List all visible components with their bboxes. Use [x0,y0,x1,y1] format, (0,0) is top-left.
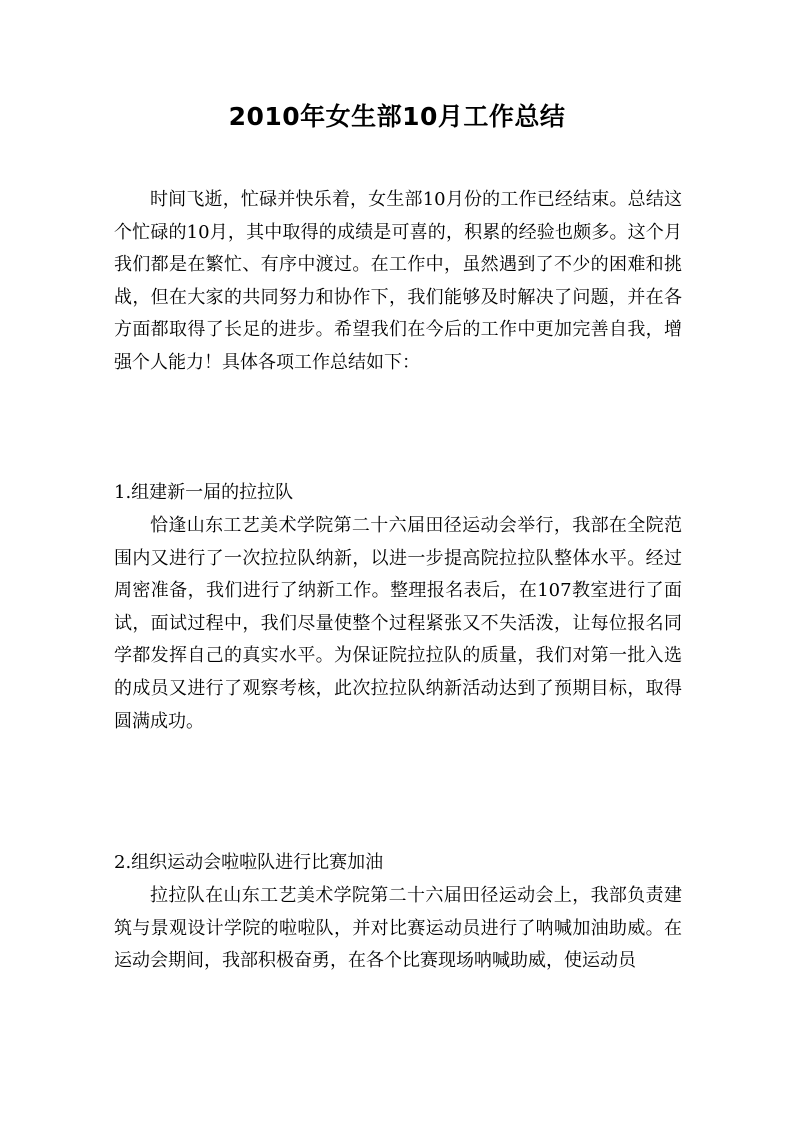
intro-paragraph: 时间飞逝，忙碌并快乐着，女生部10月份的工作已经结束。总结这个忙碌的10月，其中取得的成绩是可喜的，积累的经验也颇多。这个月我们都是在繁忙、有序中渡过。在工作中，虽然遇到了不少的困难和挑战，但在大家的共同努力和协作下，我们能够及时解决了问题，并在各方面都取得了长足的进步。希望我们在今后的工作中更加完善自我，增强个人能力！具体各项工作总结如下： [114,189,682,373]
section-2-paragraph: 拉拉队在山东工艺美术学院第二十六届田径运动会上，我部负责建筑与景观设计学院的啦啦队，并对比赛运动员进行了呐喊加油助威。在运动会期间，我部积极奋勇，在各个比赛现场呐喊助威，使运动员 [114,885,682,972]
section-1-heading: 1.组建新一届的拉拉队 [114,482,294,503]
section-2 [114,880,682,978]
section-1-paragraph: 恰逢山东工艺美术学院第二十六届田径运动会举行，我部在全院范围内又进行了一次拉拉队纳新，以进一步提高院拉拉队整体水平。经过周密准备，我们进行了纳新工作。整理报名表后，在107教室进行了面试，面试过程中，我们尽量使整个过程紧张又不失活泼，让每位报名同学都发挥自己的真实水平。为保证院拉拉队的质量，我们对第一批入选的成员又进行了观察考核，此次拉拉队纳新活动达到了预期目标，取得圆满成功。 [114,515,682,732]
document-title: 2010年女生部10月工作总结 [228,102,566,131]
intro-section [114,184,682,380]
section-1 [114,510,682,738]
section-2-heading: 2.组织运动会啦啦队进行比赛加油 [114,852,384,873]
